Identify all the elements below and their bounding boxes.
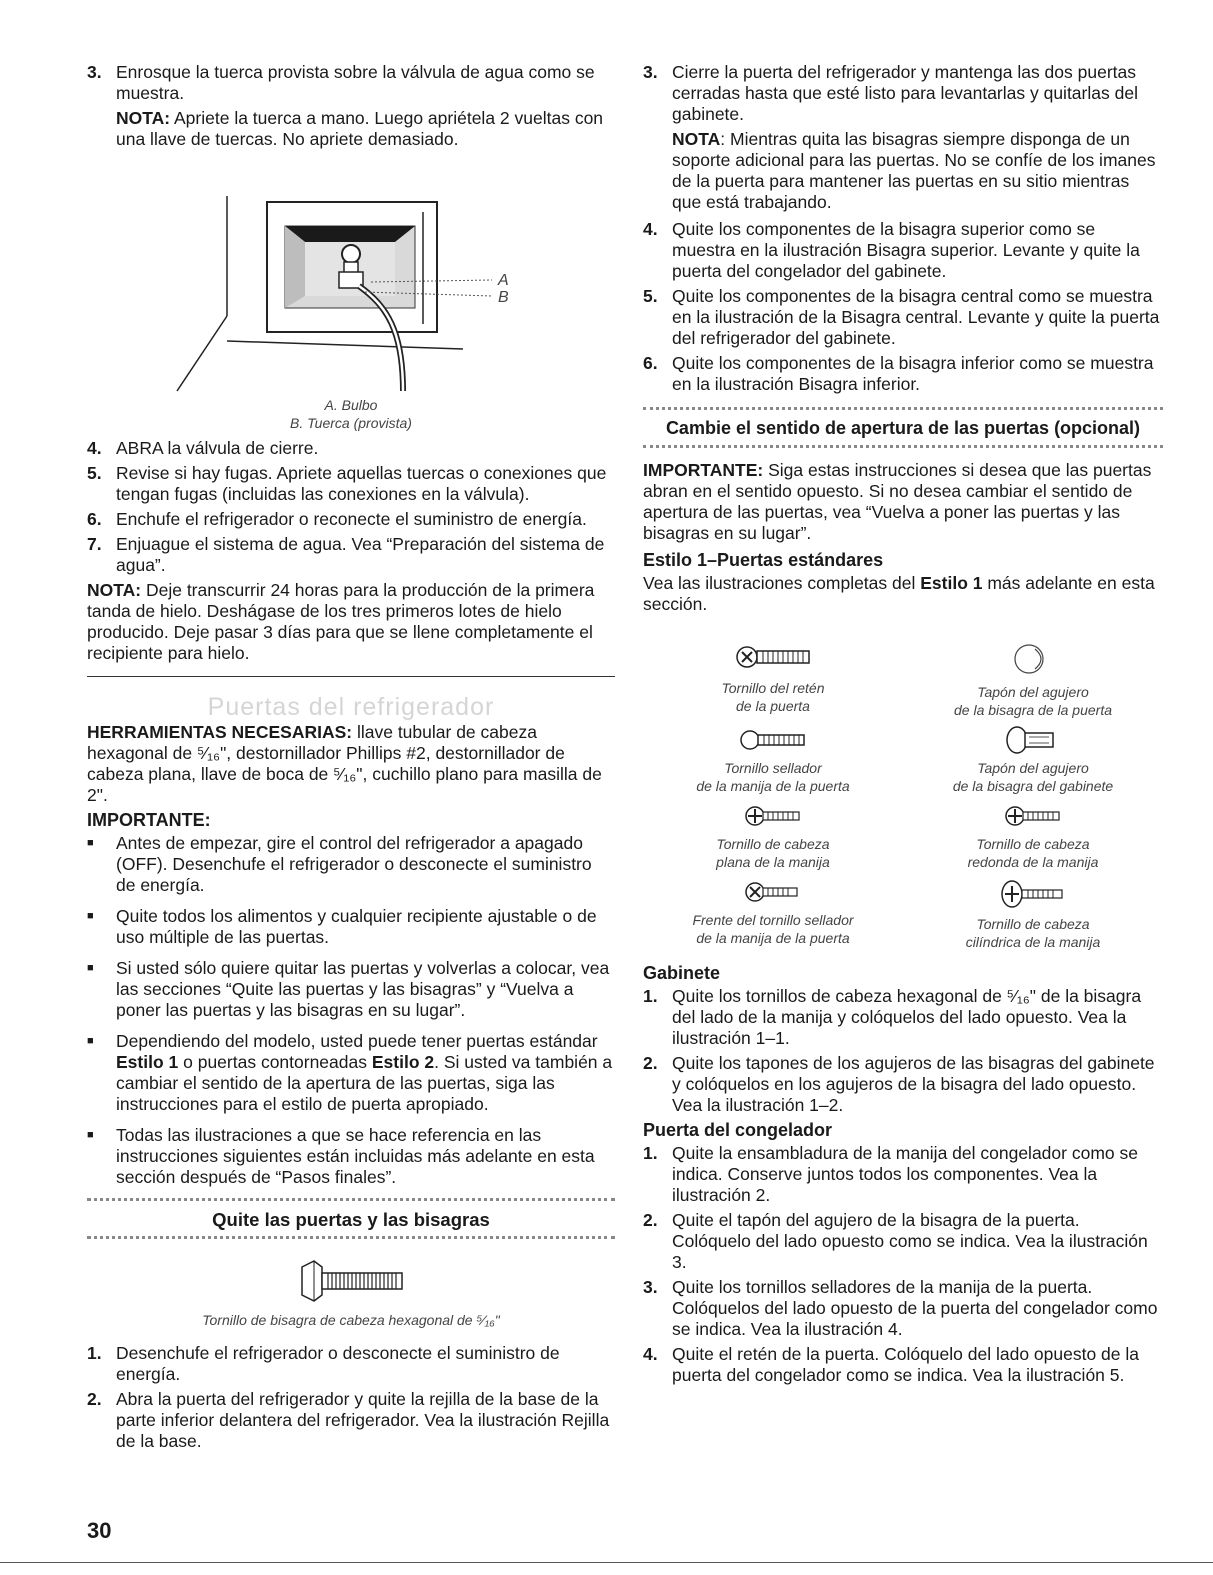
bullet-text-part: o puertas contorneadas xyxy=(178,1052,372,1072)
bottom-rule xyxy=(0,1562,1213,1563)
section-divider xyxy=(87,676,615,677)
gabinete-step-1 xyxy=(643,986,1163,1049)
step-number: 3. xyxy=(643,1277,658,1297)
part-caption xyxy=(954,683,1112,719)
step-5 xyxy=(87,463,615,505)
part-handle-sealer-screw xyxy=(643,725,903,795)
importante-paragraph xyxy=(643,460,1163,544)
step-number: 6. xyxy=(643,353,658,373)
caption-line: Tornillo de cabeza xyxy=(976,916,1090,932)
step-number: 2. xyxy=(643,1210,658,1230)
part-caption xyxy=(696,759,849,795)
step-text: Cierre la puerta del refrigerador y mantenga las dos puertas cerradas hasta que esté listo para levantarlas y quitarlas del gabinete. xyxy=(672,62,1138,124)
step-4 xyxy=(643,219,1163,282)
puerta-congelador-heading: Puerta del congelador xyxy=(643,1120,833,1140)
caption-line: redonda de la manija xyxy=(967,854,1099,870)
step-3 xyxy=(643,62,1163,125)
left-column xyxy=(87,62,615,1456)
caption-line: de la manija de la puerta xyxy=(696,778,850,794)
nota-label: NOTA xyxy=(672,129,721,149)
step-text: Quite la ensambladura de la manija del congelador como se indica. Conserve juntos todos los componentes. Vea la ilustración 2. xyxy=(672,1143,1138,1205)
hex-hinge-screw-figure xyxy=(87,1259,615,1303)
caption-line: Frente del tornillo sellador xyxy=(692,912,854,928)
bullet-item xyxy=(87,1031,615,1115)
bullet-square-icon: ■ xyxy=(87,1035,94,1047)
part-cabinet-hinge-plug xyxy=(903,725,1163,795)
step-number: 3. xyxy=(643,62,658,82)
nota-text: Deje transcurrir 24 horas para la producción de la primera tanda de hielo. Deshágase de los tres primeros lotes de hielo producido. Deje pasar 3 días para que se llene completamente el recipiente para hielo. xyxy=(87,580,595,663)
caption-b: B. Tuerca (provista) xyxy=(290,415,412,431)
part-caption xyxy=(722,679,825,715)
caption-a: A. Bulbo xyxy=(324,397,378,413)
bullet-square-icon: ■ xyxy=(87,962,94,974)
step-number: 4. xyxy=(643,219,658,239)
bullet-square-icon: ■ xyxy=(87,837,94,849)
caption-line: cilíndrica de la manija xyxy=(965,934,1101,950)
quite-step-1 xyxy=(87,1343,615,1385)
step-text: ABRA la válvula de cierre. xyxy=(116,438,319,458)
step-text: Quite los componentes de la bisagra inferior como se muestra en la ilustración Bisagra inferior. xyxy=(672,353,1154,394)
puerta-step-2 xyxy=(643,1210,1163,1273)
step-number: 4. xyxy=(87,438,102,458)
caption-line: de la bisagra del gabinete xyxy=(952,778,1114,794)
nota-text: : Mientras quita las bisagras siempre disponga de un soporte adicional para las puertas. No se confíe de los imanes de la puerta para mantener las puertas en su sitio mientras que está trabajando. xyxy=(672,129,1156,212)
bullet-square-icon: ■ xyxy=(87,910,94,922)
part-caption xyxy=(953,759,1113,795)
nota-apriete xyxy=(116,108,615,150)
bullet-text: Quite todos los alimentos y cualquier recipiente ajustable o de uso múltiple de las puertas. xyxy=(116,906,597,947)
gabinete-heading: Gabinete xyxy=(643,963,721,983)
step-number: 1. xyxy=(87,1343,102,1363)
step-text: Quite los tapones de los agujeros de las bisagras del gabinete y colóquelos en los agujeros de la bisagra del lado opuesto. Vea la ilustración 1–2. xyxy=(672,1053,1155,1115)
step-text: Enchufe el refrigerador o reconecte el suministro de energía. xyxy=(116,509,587,529)
step-text: Desenchufe el refrigerador o desconecte el suministro de energía. xyxy=(116,1343,560,1384)
bullet-item xyxy=(87,1125,615,1188)
tools-paragraph xyxy=(87,722,615,806)
step-6 xyxy=(643,353,1163,395)
importante-label: IMPORTANTE: xyxy=(643,460,764,480)
step-text: Abra la puerta del refrigerador y quite la rejilla de la base de la parte inferior delantera del refrigerador. Vea la ilustración Rejilla de la base. xyxy=(116,1389,610,1451)
step-text: Quite los tornillos selladores de la manija de la puerta. Colóquelos del lado opuesto de la puerta del congelador como se indica. Vea la ilustración 4. xyxy=(672,1277,1158,1339)
bullet-item xyxy=(87,958,615,1021)
nota-text: Apriete la tuerca a mano. Luego apriétela 2 vueltas con una llave de tuercas. No apriete demasiado. xyxy=(116,108,604,149)
bullet-square-icon: ■ xyxy=(87,1129,94,1141)
dotted-rule xyxy=(87,1236,615,1239)
step-text: Quite los componentes de la bisagra superior como se muestra en la ilustración Bisagra superior. Levante y quite la puerta del congelador del gabinete. xyxy=(672,219,1140,281)
step-number: 7. xyxy=(87,534,102,554)
nota-bisagras xyxy=(672,129,1163,213)
cabinet-hinge-plug-icon xyxy=(1003,725,1063,755)
step-text: Revise si hay fugas. Apriete aquellas tuercas o conexiones que tengan fugas (incluidas las conexiones en la válvula). xyxy=(116,463,607,504)
estilo-text-part: más adelante en esta sección. xyxy=(643,573,1155,614)
step-number: 6. xyxy=(87,509,102,529)
bullet-text: Antes de empezar, gire el control del refrigerador a apagado (OFF). Desenchufe el refrigerador o desconecte el suministro de energía. xyxy=(116,833,592,895)
dotted-rule xyxy=(643,445,1163,448)
quite-step-2 xyxy=(87,1389,615,1452)
caption-line: Tornillo sellador xyxy=(724,760,822,776)
part-door-stop-screw xyxy=(643,639,903,719)
part-door-hinge-plug xyxy=(903,639,1163,719)
hex-screw-icon xyxy=(296,1259,406,1303)
part-caption xyxy=(692,911,853,947)
part-caption xyxy=(716,835,830,871)
estilo-2-bold: Estilo 2 xyxy=(371,1052,435,1072)
part-caption xyxy=(966,915,1101,951)
estilo-1-heading: Estilo 1–Puertas estándares xyxy=(643,550,884,570)
water-valve-illustration xyxy=(87,156,615,396)
estilo-paragraph xyxy=(643,573,1163,615)
caption-line: Tornillo de cabeza xyxy=(716,836,830,852)
estilo-1-bold: Estilo 1 xyxy=(116,1052,179,1072)
puerta-step-4 xyxy=(643,1344,1163,1386)
flat-head-screw-icon xyxy=(743,801,803,831)
bullet-item xyxy=(87,833,615,896)
bullet-text-part: . Si usted va también a cambiar el sentido de la apertura de las puertas, siga las instrucciones para el estilo de puerta apropiado. xyxy=(116,1052,613,1114)
step-7 xyxy=(87,534,615,576)
step-number: 1. xyxy=(643,986,658,1006)
step-4 xyxy=(87,438,615,459)
step-text: Quite el tapón del agujero de la bisagra de la puerta. Colóquelo del lado opuesto como se indica. Vea la ilustración 3. xyxy=(672,1210,1148,1272)
bullet-text-part: Dependiendo del modelo, usted puede tener puertas estándar xyxy=(116,1031,598,1051)
page-number: 30 xyxy=(87,1518,112,1543)
step-3 xyxy=(87,62,615,104)
part-caption xyxy=(968,835,1099,871)
caption-line: Tapón del agujero xyxy=(977,760,1089,776)
bullet-text: Si usted sólo quiere quitar las puertas y volverlas a colocar, vea las secciones “Quite las puertas y las bisagras” y “Vuelva a poner las puertas y las bisagras en su lugar”. xyxy=(116,958,610,1020)
bullet-text xyxy=(116,1031,615,1115)
step-text: Enjuague el sistema de agua. Vea “Preparación del sistema de agua”. xyxy=(116,534,605,575)
caption-line: plana de la manija xyxy=(716,854,830,870)
hinge-screw-caption: Tornillo de bisagra de cabeza hexagonal de ⁵⁄₁₆" xyxy=(202,1312,500,1328)
door-stop-screw-icon xyxy=(733,639,813,675)
estilo-1-bold: Estilo 1 xyxy=(920,573,983,593)
nota-hielo xyxy=(87,580,615,664)
cambie-section-title: Cambie el sentido de apertura de las puertas (opcional) xyxy=(665,418,1141,438)
step-text: Quite los componentes de la bisagra central como se muestra en la ilustración de la Bisagra central. Levante y quite la puerta del refrigerador del gabinete. xyxy=(672,286,1160,348)
caption-line: de la puerta xyxy=(736,698,810,714)
tools-text: llave tubular de cabeza hexagonal de ⁵⁄₁₆", destornillador Phillips #2, destornillador de cabeza plana, llave de boca de ⁵⁄₁₆", cuchillo plano para masilla de 2". xyxy=(87,722,602,805)
nota-label: NOTA: xyxy=(87,580,142,600)
step-number: 2. xyxy=(643,1053,658,1073)
caption-line: de la manija de la puerta xyxy=(696,930,850,946)
parts-grid xyxy=(643,639,1163,951)
bullet-item xyxy=(87,906,615,948)
step-text: Quite los tornillos de cabeza hexagonal de ⁵⁄₁₆" de la bisagra del lado de la manija y colóquelos del lado opuesto. Vea la ilustración 1–1. xyxy=(672,986,1142,1048)
valve-figure xyxy=(87,156,615,396)
step-number: 2. xyxy=(87,1389,102,1409)
part-cylinder-head-screw xyxy=(903,877,1163,951)
tools-label: HERRAMIENTAS NECESARIAS: xyxy=(87,722,353,742)
figure-caption xyxy=(87,396,615,432)
step-text: Enrosque la tuerca provista sobre la válvula de agua como se muestra. xyxy=(116,62,595,103)
caption-line: Tapón del agujero xyxy=(977,684,1089,700)
right-column xyxy=(643,62,1163,1390)
part-round-head-screw xyxy=(903,801,1163,871)
part-sealer-screw-front xyxy=(643,877,903,951)
step-number: 5. xyxy=(87,463,102,483)
step-number: 4. xyxy=(643,1344,658,1364)
step-number: 3. xyxy=(87,62,102,82)
handle-sealer-screw-icon xyxy=(738,725,808,755)
step-6 xyxy=(87,509,615,530)
bullet-text: Todas las ilustraciones a que se hace referencia en las instrucciones siguientes están incluidas más adelante en esta sección después de “Pasos finales”. xyxy=(116,1125,595,1187)
step-5 xyxy=(643,286,1163,349)
gabinete-step-2 xyxy=(643,1053,1163,1116)
importante-heading: IMPORTANTE: xyxy=(87,810,211,830)
caption-line: de la bisagra de la puerta xyxy=(954,702,1112,718)
quite-section-title: Quite las puertas y las bisagras xyxy=(212,1209,490,1230)
step-number: 1. xyxy=(643,1143,658,1163)
callout-a: A xyxy=(498,272,509,289)
callout-b: B xyxy=(498,289,509,306)
importante-text: Siga estas instrucciones si desea que las puertas abran en el sentido opuesto. Si no desea cambiar el sentido de apertura de las puertas, vea “Vuelva a poner las puertas y las bisagras en su lugar”. xyxy=(643,460,1152,543)
estilo-text-part: Vea las ilustraciones completas del xyxy=(643,573,921,593)
sealer-screw-front-icon xyxy=(743,877,803,907)
step-number: 5. xyxy=(643,286,658,306)
caption-line: Tornillo de cabeza xyxy=(976,836,1090,852)
door-hinge-plug-icon xyxy=(1013,639,1053,679)
part-flat-head-screw xyxy=(643,801,903,871)
section-title: Puertas del refrigerador xyxy=(207,693,495,721)
caption-line: Tornillo del retén xyxy=(721,680,825,696)
cylinder-head-screw-icon xyxy=(998,877,1068,911)
round-head-screw-icon xyxy=(1003,801,1063,831)
step-text: Quite el retén de la puerta. Colóquelo del lado opuesto de la puerta del congelador como se indica. Vea la ilustración 5. xyxy=(672,1344,1139,1385)
puerta-step-3 xyxy=(643,1277,1163,1340)
puerta-step-1 xyxy=(643,1143,1163,1206)
nota-label: NOTA: xyxy=(116,108,171,128)
